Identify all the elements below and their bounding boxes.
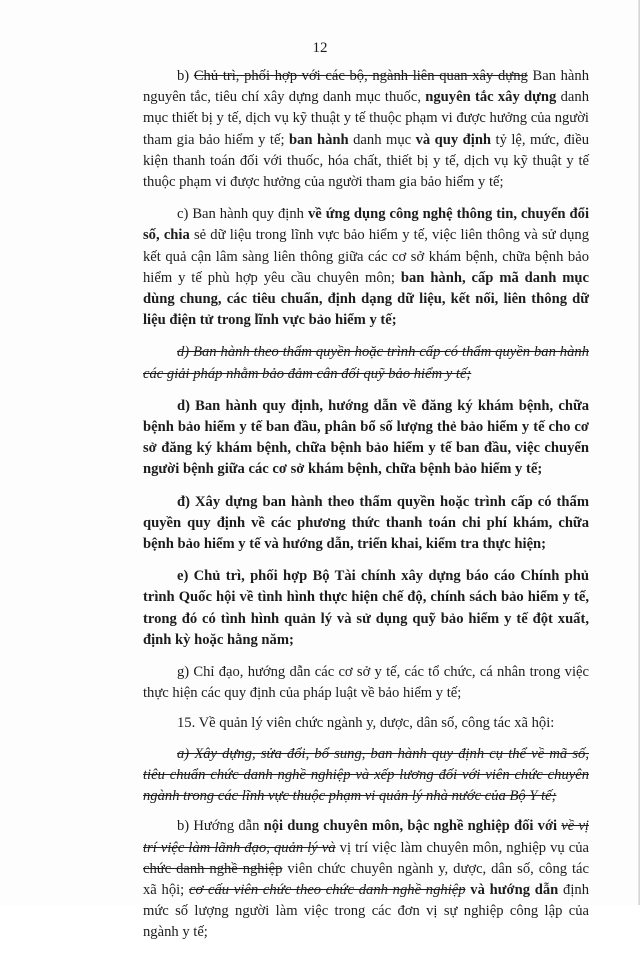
document-body [143,66,589,955]
deleted-text: d) Ban hành theo thẩm quyền hoặc trình cấp có thẩm quyền ban hành các giải pháp nhằm bảo đảm cân đối quỹ bảo hiểm y tế; [143,344,589,382]
paragraph-d-deleted [143,342,589,384]
inserted-text: nội dung chuyên môn, bậc nghề nghiệp đối với [263,818,558,835]
paragraph-b-standards [143,66,589,193]
text-run: danh mục [348,131,416,148]
inserted-text: ban hành [289,131,349,148]
inserted-text: về ứng dụng công nghệ thông tin, chuyển đổi số, chia [143,206,589,244]
paragraph-g-guidance [143,662,589,704]
deleted-text: Chủ trì, phối hợp với các bộ, ngành liên quan xây dựng [193,68,528,84]
text-run: c) Ban hành quy định [177,206,308,223]
inserted-text: ban hành, cấp mã danh mục dùng chung, các tiêu chuẩn, định dạng dữ liệu, kết nối, liên thông dữ liệu điện tử trong lĩnh vực bảo hiểm y tế; [143,269,589,329]
text-run: Ban hành nguyên tắc, tiêu chí xây dựng danh mục thuốc, [143,68,589,106]
inserted-text: đ) Xây dựng ban hành theo thẩm quyền hoặc trình cấp có thẩm quyền quy định về các phương thức thanh toán chi phí khám, chữa bệnh bảo hiểm y tế và hướng dẫn, triển khai, kiểm tra thực hiện; [143,493,589,553]
text-run: định mức số lượng người làm việc trong các đơn vị sự nghiệp công lập của ngành y tế; [143,881,589,941]
paragraph-15b-guidance [143,816,589,943]
inserted-text: và quy định [415,131,492,148]
inserted-text: d) Ban hành quy định, hướng dẫn về đăng ký khám bệnh, chữa bệnh bảo hiểm y tế ban đầu, phân bổ số lượng thẻ bảo hiểm y tế cho cơ sở đăng ký khám bệnh, chữa bệnh bảo hiểm y tế ban đầu, việc chuyển người bệnh giữa các cơ sở khám bệnh, chữa bệnh bảo hiểm y tế; [143,397,589,478]
paragraph-c-it-regulation [143,204,589,331]
paragraph-d-registration [143,396,589,481]
paragraph-e-report [143,566,589,651]
text-run: vị trí việc làm chuyên môn, nghiệp vụ của [335,839,590,856]
page-number: 12 [312,40,328,56]
text-run: b) Hướng dẫn [177,818,264,835]
text-run: viên chức chuyên ngành y, dược, dân số, công tác xã hội; [143,860,590,898]
paragraph-15a-deleted [143,744,589,808]
inserted-text: e) Chủ trì, phối hợp Bộ Tài chính xây dựng báo cáo Chính phủ trình Quốc hội về tình hình thực hiện chế độ, chính sách bảo hiểm y tế, trong đó có tình hình quản lý và sử dụng quỹ bảo hiểm y tế đột xuất, định kỳ hoặc hằng năm; [143,568,589,648]
inserted-text: hướng dẫn [489,881,559,898]
deleted-text: cơ cấu viên chức theo chức danh nghề nghiệp [189,881,466,898]
inserted-text: và [465,881,490,898]
paragraph-dd-payment [143,492,589,556]
text-run: sẻ dữ liệu trong lĩnh vực bảo hiểm y tế, việc liên thông và sử dụng kết quả cận lâm sàng liên thông giữa các cơ sở khám bệnh, chữa bệnh bảo hiểm y tế phù hợp yêu cầu chuyên môn; [143,227,589,286]
inserted-text: nguyên tắc xây dựng [425,89,557,106]
item-15-heading [143,713,589,734]
deleted-text: về vị trí việc làm lãnh đạo, quản lý và [143,818,589,856]
text-run: b) [177,68,194,84]
text-run: g) Chỉ đạo, hướng dẫn các cơ sở y tế, các tổ chức, cá nhân trong việc thực hiện các quy định của pháp luật về bảo hiểm y tế; [143,664,589,702]
deleted-text: a) Xây dựng, sửa đổi, bổ sung, ban hành quy định cụ thể về mã số, tiêu chuẩn chức danh nghề nghiệp và xếp lương đối với viên chức chuyên ngành trong các lĩnh vực thuộc phạm vi quản lý nhà nước của Bộ Y tế; [143,745,589,805]
text-run: 15. Về quản lý viên chức ngành y, dược, dân số, công tác xã hội: [177,715,555,732]
text-run: tỷ lệ, mức, điều kiện thanh toán đối với thuốc, hóa chất, thiết bị y tế, dịch vụ kỹ thuật y tế thuộc phạm vi được hưởng của người tham gia bảo hiểm y tế; [143,131,590,191]
deleted-text: chức danh nghề nghiệp [143,860,283,877]
text-run: danh mục thiết bị y tế, dịch vụ kỹ thuật y tế thuộc phạm vi được hưởng của người tham gia bảo hiểm y tế; [143,89,589,148]
